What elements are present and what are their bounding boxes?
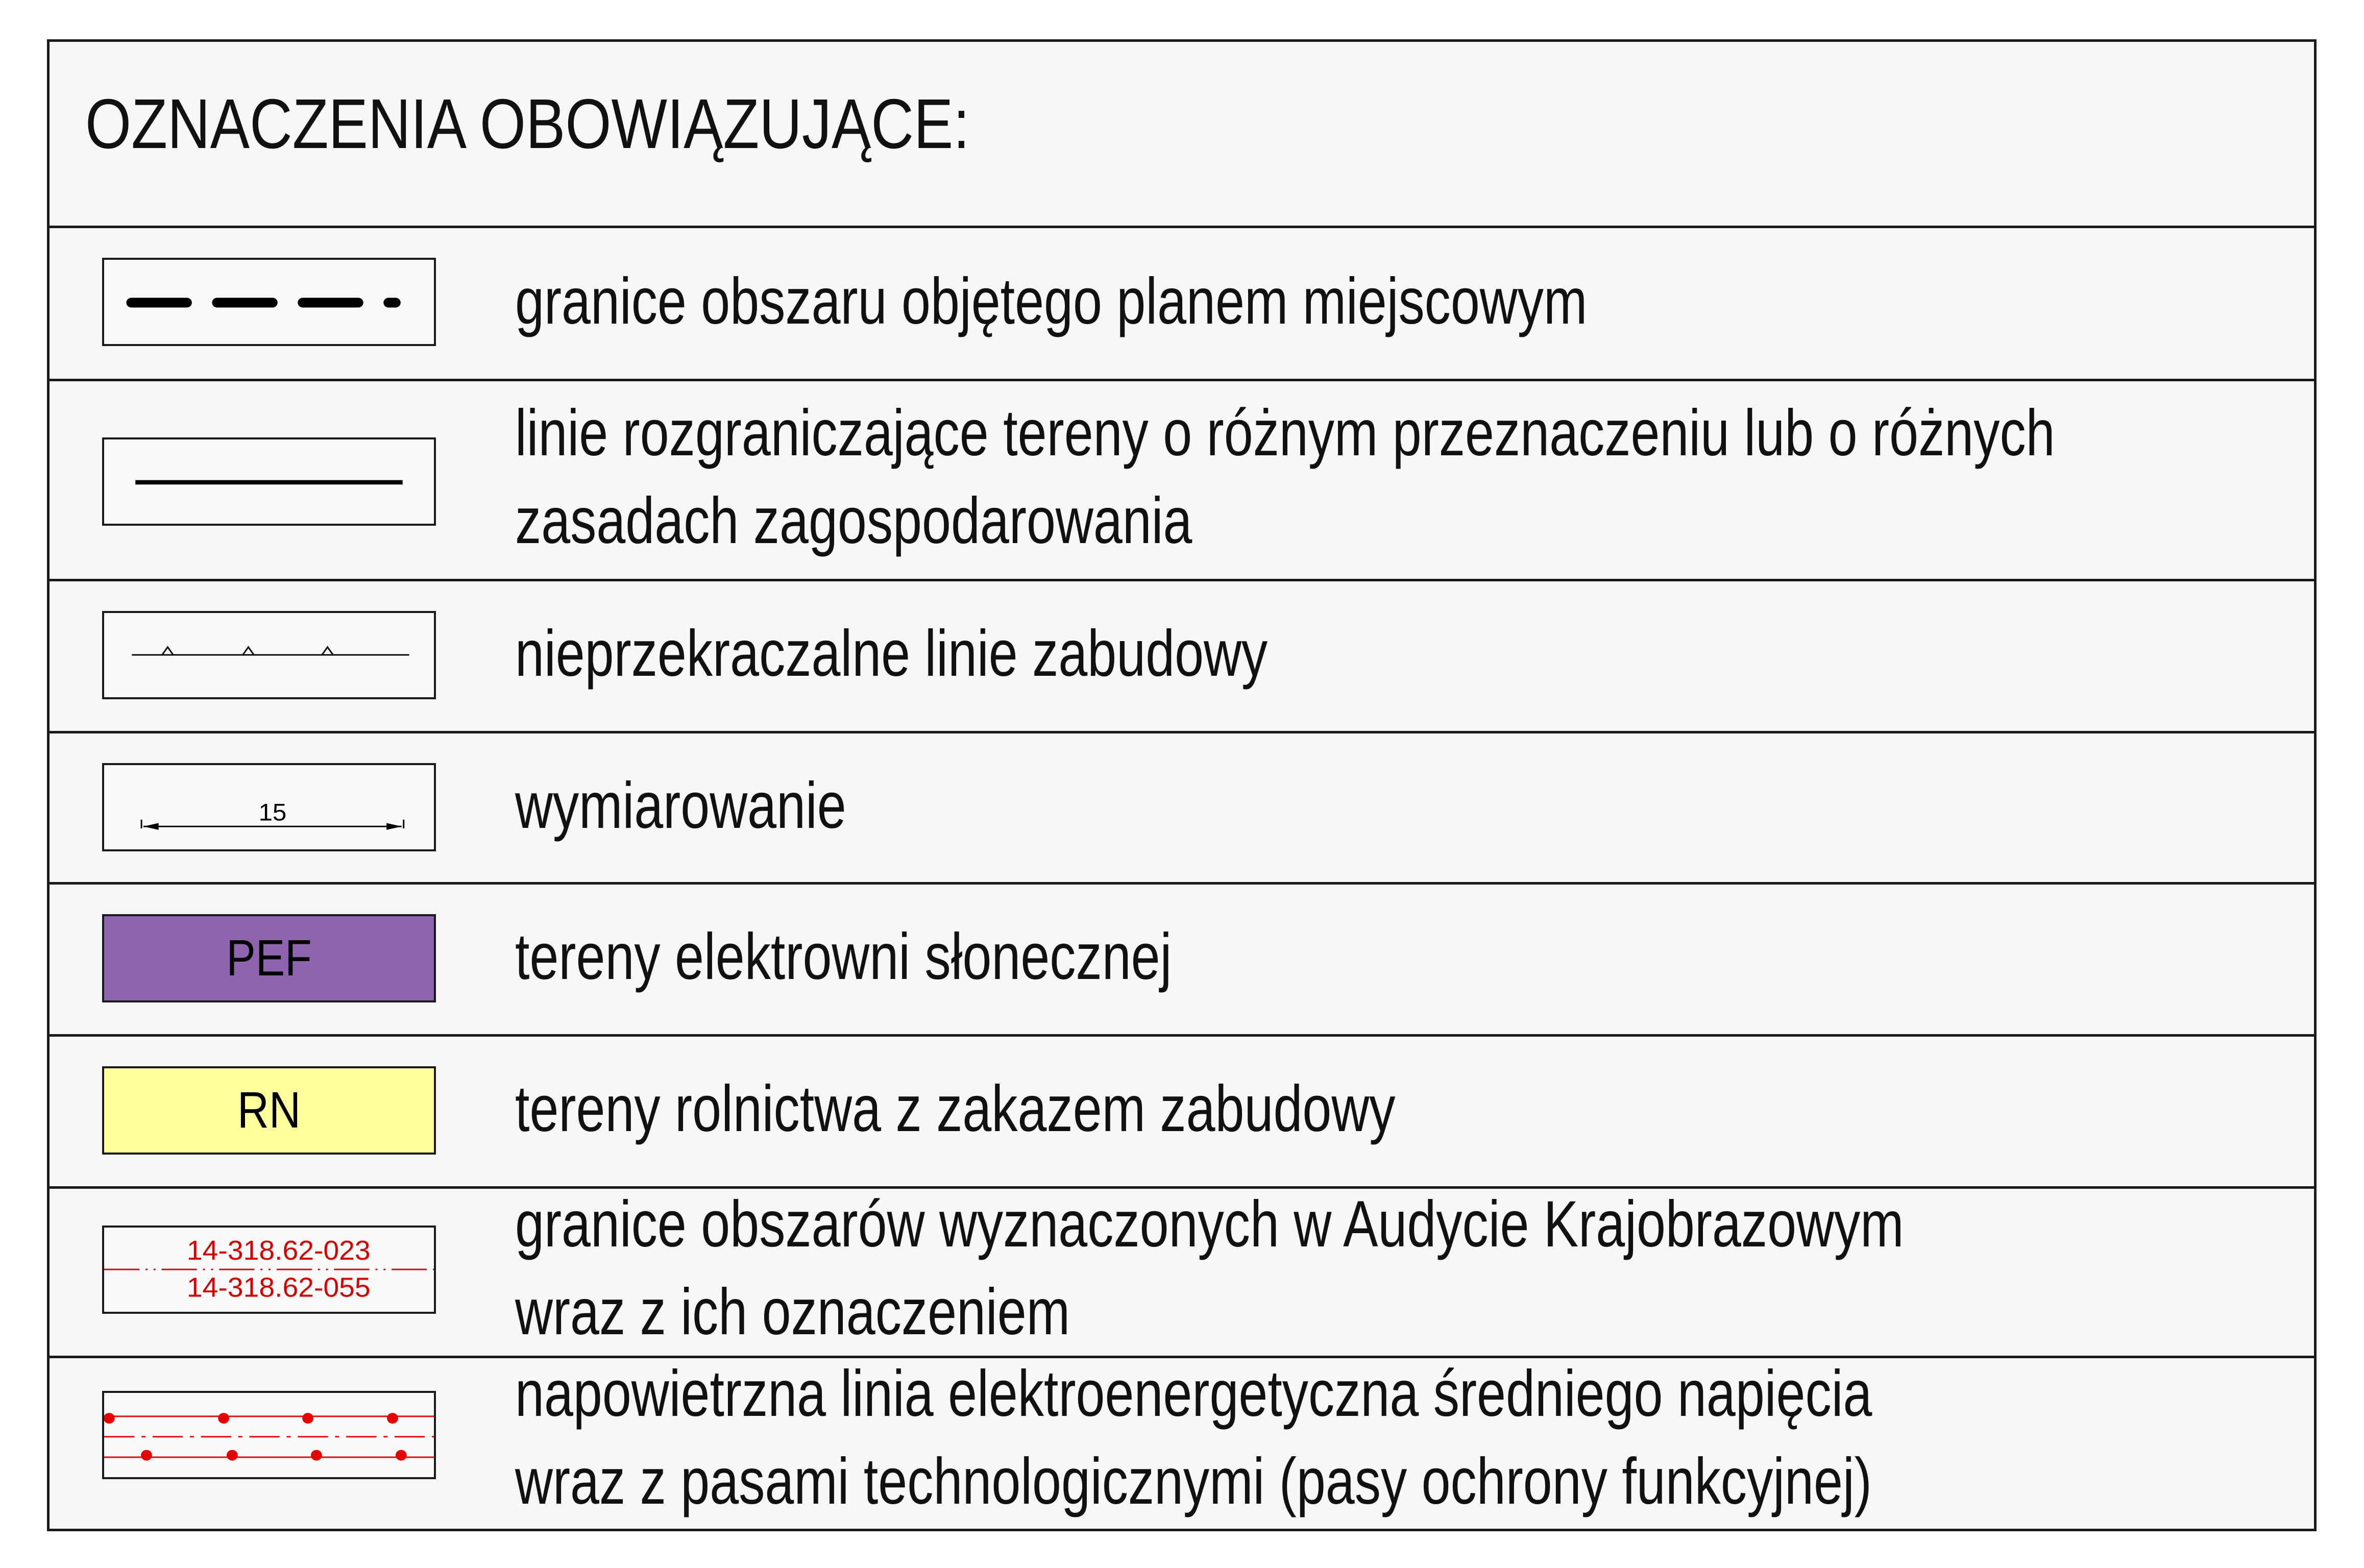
legend-label: linie rozgraniczające tereny o różnym przeznaczeniu lub o różnych <box>515 397 2055 470</box>
legend-label-continued: wraz z pasami technologicznymi (pasy ochrony funkcyjnej) <box>515 1445 1872 1518</box>
legend-row-building-lines <box>50 579 2314 731</box>
rn-swatch <box>102 1066 436 1155</box>
pef-code: PEF <box>226 929 312 987</box>
legend-row-dimensioning <box>50 731 2314 882</box>
legend-label: granice obszaru objętego planem miejscowym <box>515 265 1588 338</box>
legend-row-power-line <box>50 1356 2314 1531</box>
legend-label: wymiarowanie <box>515 769 846 842</box>
legend-label-continued: zasadach zagospodarowania <box>515 484 1192 557</box>
building-line-icon <box>102 611 436 699</box>
legend-row-agriculture <box>50 1034 2314 1186</box>
rn-code: RN <box>237 1082 301 1139</box>
pef-swatch <box>102 914 436 1002</box>
dashed-line-icon <box>102 258 436 346</box>
legend-panel <box>47 39 2317 1531</box>
legend-row-plan-boundary <box>50 226 2314 379</box>
legend-label: napowietrzna linia elektroenergetyczna średniego napięcia <box>515 1357 1872 1430</box>
audit-label-bottom: 14-318.62-055 <box>186 1272 371 1303</box>
dimension-arrow-icon <box>102 763 436 851</box>
legend-label: tereny elektrowni słonecznej <box>515 920 1172 993</box>
legend-row-solar-plant <box>50 882 2314 1034</box>
solid-line-icon <box>102 437 436 526</box>
legend-title: OZNACZENIA OBOWIĄZUJĄCE: <box>85 85 970 163</box>
landscape-boundary-icon <box>102 1226 436 1314</box>
legend-label: nieprzekraczalne linie zabudowy <box>515 617 1268 690</box>
audit-label-top: 14-318.62-023 <box>186 1235 371 1266</box>
dimension-value: 15 <box>258 799 287 826</box>
legend-label-continued: wraz z ich oznaczeniem <box>515 1276 1070 1349</box>
legend-row-dividing-lines <box>50 379 2314 579</box>
legend-row-landscape-audit <box>50 1186 2314 1356</box>
legend-label: tereny rolnictwa z zakazem zabudowy <box>515 1072 1396 1145</box>
legend-label: granice obszarów wyznaczonych w Audycie Krajobrazowym <box>515 1188 1904 1261</box>
power-line-icon <box>102 1391 436 1479</box>
